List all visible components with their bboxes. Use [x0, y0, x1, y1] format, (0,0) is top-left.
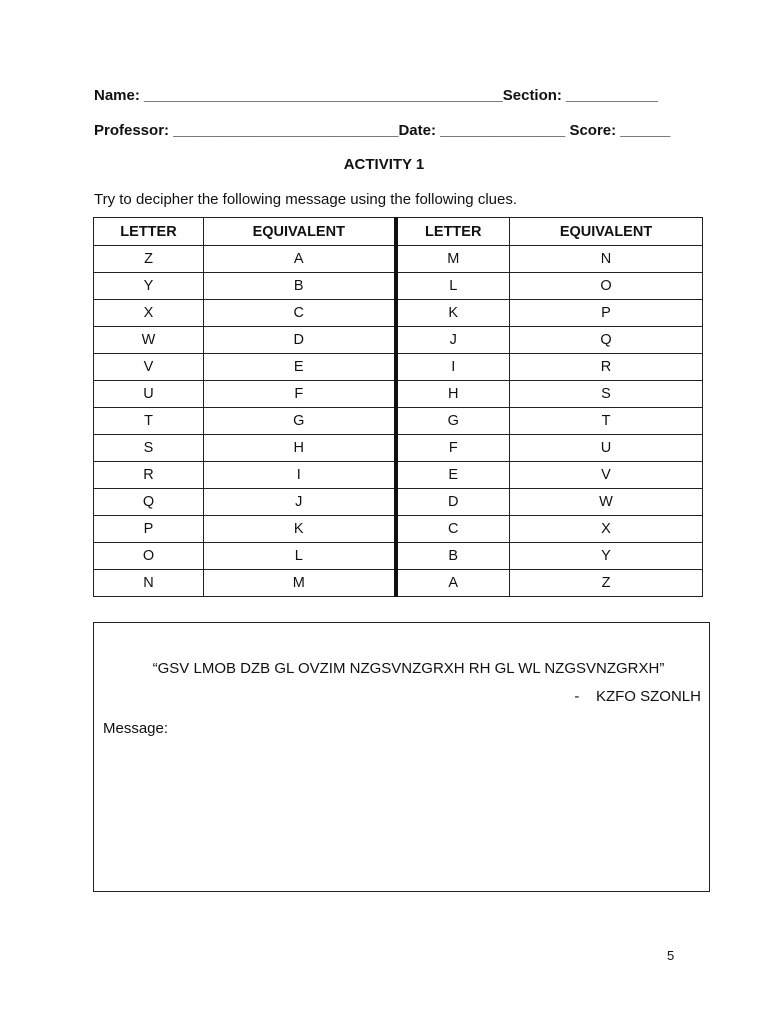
date-label: Date: [398, 122, 436, 139]
page-number: 5 [667, 948, 675, 963]
date-field[interactable]: _______________ [435, 122, 566, 139]
table-row [94, 327, 703, 354]
activity-title: ACTIVITY 1 [343, 156, 425, 173]
column-header-letter: LETTER [94, 218, 204, 246]
instructions: Try to decipher the following message using the following clues. [94, 191, 518, 208]
table-row [94, 570, 703, 597]
equivalent-cell: E [204, 354, 396, 381]
name-label: Name: [94, 87, 140, 104]
score-field[interactable]: ______ [616, 122, 671, 139]
equivalent-cell: C [204, 300, 396, 327]
cipher-quote: “GSV LMOB DZB GL OVZIM NZGSVNZGRXH RH GL WL NZGSVNZGRXH” [152, 660, 665, 677]
table-row [94, 462, 703, 489]
letter-cell: D [396, 489, 510, 516]
equivalent-cell: Y [510, 543, 703, 570]
letter-cell: T [94, 408, 204, 435]
equivalent-cell: G [204, 408, 396, 435]
equivalent-cell: J [204, 489, 396, 516]
letter-cell: O [94, 543, 204, 570]
equivalent-cell: B [204, 273, 396, 300]
table-row [94, 273, 703, 300]
table-row [94, 489, 703, 516]
equivalent-cell: K [204, 516, 396, 543]
professor-field[interactable]: ___________________________ [169, 122, 399, 139]
letter-cell: A [396, 570, 510, 597]
equivalent-cell: L [204, 543, 396, 570]
equivalent-cell: W [510, 489, 703, 516]
table-row [94, 435, 703, 462]
equivalent-cell: Q [510, 327, 703, 354]
letter-cell: R [94, 462, 204, 489]
letter-cell: U [94, 381, 204, 408]
professor-label: Professor: [94, 122, 170, 139]
letter-cell: G [396, 408, 510, 435]
equivalent-cell: A [204, 246, 396, 273]
equivalent-cell: X [510, 516, 703, 543]
equivalent-cell: N [510, 246, 703, 273]
section-field[interactable]: ___________ [561, 87, 658, 104]
letter-cell: E [396, 462, 510, 489]
letter-cell: X [94, 300, 204, 327]
name-field[interactable]: ___________________________________________ [139, 87, 503, 104]
equivalent-cell: M [204, 570, 396, 597]
table-header-row [94, 218, 703, 246]
table-row [94, 516, 703, 543]
equivalent-cell: P [510, 300, 703, 327]
letter-cell: B [396, 543, 510, 570]
table-row [94, 246, 703, 273]
equivalent-cell: T [510, 408, 703, 435]
table-row [94, 381, 703, 408]
letter-cell: C [396, 516, 510, 543]
message-box [93, 622, 710, 892]
score-label: Score: [565, 122, 617, 139]
cipher-clue-table [93, 217, 703, 597]
cipher-author: - KZFO SZONLH [574, 688, 701, 705]
professor-line [94, 122, 670, 140]
column-header-equivalent: EQUIVALENT [510, 218, 703, 246]
equivalent-cell: O [510, 273, 703, 300]
letter-cell: Q [94, 489, 204, 516]
table-row [94, 300, 703, 327]
equivalent-cell: H [204, 435, 396, 462]
equivalent-cell: S [510, 381, 703, 408]
letter-cell: H [396, 381, 510, 408]
letter-cell: L [396, 273, 510, 300]
equivalent-cell: R [510, 354, 703, 381]
table-row [94, 543, 703, 570]
letter-cell: I [396, 354, 510, 381]
equivalent-cell: U [510, 435, 703, 462]
letter-cell: P [94, 516, 204, 543]
letter-cell: V [94, 354, 204, 381]
message-label: Message: [103, 720, 169, 737]
table-row [94, 408, 703, 435]
equivalent-cell: I [204, 462, 396, 489]
equivalent-cell: F [204, 381, 396, 408]
letter-cell: J [396, 327, 510, 354]
letter-cell: N [94, 570, 204, 597]
equivalent-cell: V [510, 462, 703, 489]
column-header-equivalent: EQUIVALENT [204, 218, 396, 246]
letter-cell: K [396, 300, 510, 327]
equivalent-cell: D [204, 327, 396, 354]
table-body [94, 246, 703, 597]
section-label: Section: [502, 87, 562, 104]
column-header-letter: LETTER [396, 218, 510, 246]
letter-cell: W [94, 327, 204, 354]
table-row [94, 354, 703, 381]
equivalent-cell: Z [510, 570, 703, 597]
name-line [94, 87, 658, 105]
letter-cell: Y [94, 273, 204, 300]
letter-cell: M [396, 246, 510, 273]
letter-cell: S [94, 435, 204, 462]
letter-cell: Z [94, 246, 204, 273]
letter-cell: F [396, 435, 510, 462]
